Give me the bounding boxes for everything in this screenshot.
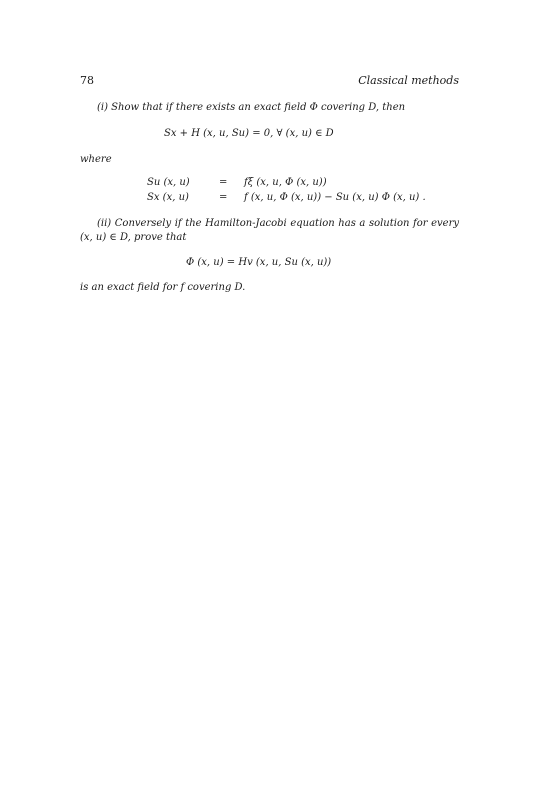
hamilton-jacobi-equation: Sx + H (x, u, Su) = 0, ∀ (x, u) ∈ D	[164, 128, 334, 139]
definition-rhs: f (x, u, Φ (x, u)) − Su (x, u) Φ (x, u) .	[244, 192, 426, 203]
definition-lhs: Sx (x, u)	[147, 192, 189, 203]
section-title: Classical methods	[358, 74, 459, 87]
part-ii-conclusion: is an exact field for f covering D.	[80, 282, 246, 293]
where-label: where	[80, 154, 112, 165]
part-ii-text: (ii) Conversely if the Hamilton-Jacobi equation has a solution for every (x, u) ∈ D, prove that	[80, 218, 459, 243]
exact-field-equation: Φ (x, u) = Hv (x, u, Su (x, u))	[186, 257, 332, 268]
definition-equals: =	[219, 192, 228, 203]
definition-rhs: fξ (x, u, Φ (x, u))	[244, 177, 327, 188]
definition-equals: =	[219, 177, 228, 188]
part-i-intro: (i) Show that if there exists an exact field Φ covering D, then	[97, 102, 406, 113]
page-number: 78	[80, 74, 94, 87]
definition-lhs: Su (x, u)	[147, 177, 190, 188]
